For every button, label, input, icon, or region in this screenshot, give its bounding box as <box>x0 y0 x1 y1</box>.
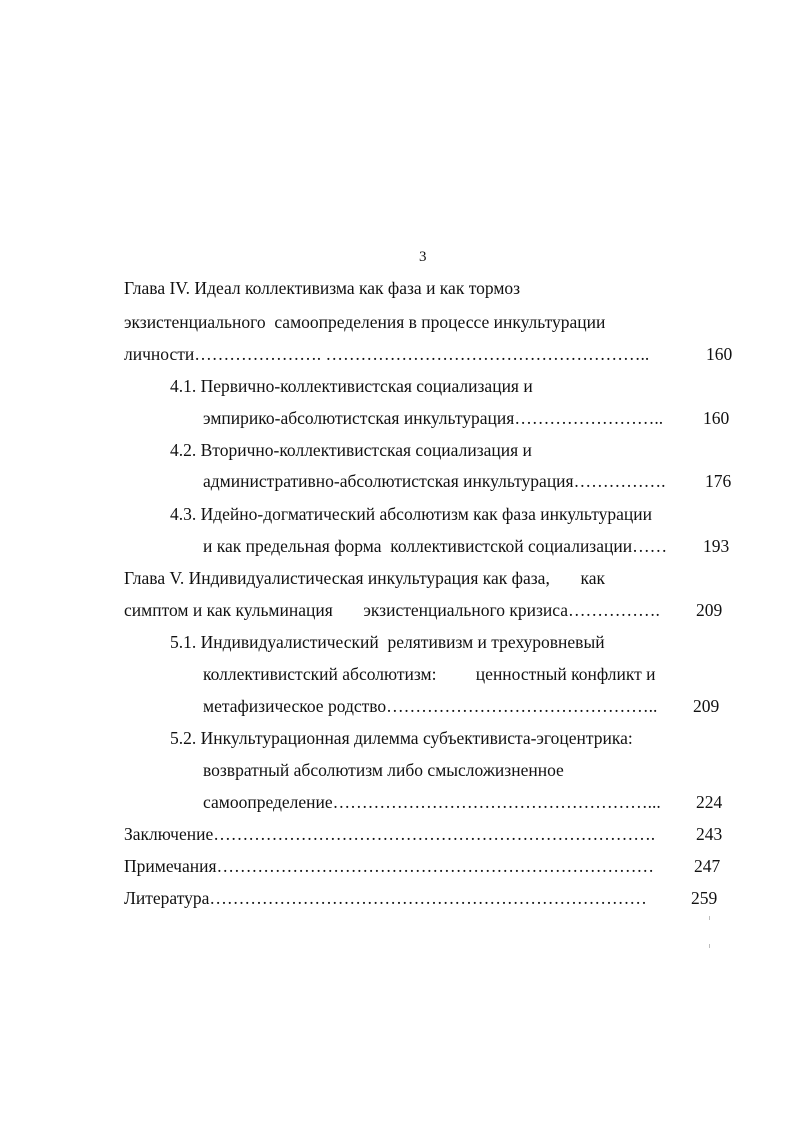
toc-entry-text: 4.3. Идейно-догматический абсолютизм как фаза инкультурации <box>170 504 653 524</box>
toc-entry-text: 5.2. Инкультурационная дилемма субъективиста-эгоцентрика: <box>170 728 633 748</box>
toc-entry-leader: метафизическое родство……………………………………….. <box>203 696 658 716</box>
toc-page-number: 209 <box>696 600 723 620</box>
toc-page-number: 247 <box>694 856 721 876</box>
toc-entry-text: 4.2. Вторично-коллективистская социализация и <box>170 440 532 460</box>
toc-entry-leader: Примечания………………………………………………………………… <box>124 856 655 876</box>
scan-speck <box>709 916 710 920</box>
toc-entry-text: Глава IV. Идеал коллективизма как фаза и как тормоз <box>124 278 521 298</box>
toc-entry-text: 4.1. Первично-коллективистская социализация и <box>170 376 533 396</box>
toc-entry-text: возвратный абсолютизм либо смысложизненное <box>203 760 564 780</box>
toc-entry-text: 5.1. Индивидуалистический релятивизм и трехуровневый <box>170 632 605 652</box>
scan-speck <box>709 944 710 948</box>
toc-entry-leader: личности…………………. ……………………………………………….. <box>124 344 650 364</box>
toc-page-number: 224 <box>696 792 723 812</box>
toc-page-number: 259 <box>691 888 718 908</box>
toc-entry-leader: самоопределение………………………………………………... <box>203 792 661 812</box>
toc-page-number: 160 <box>703 408 730 428</box>
toc-entry-leader: административно-абсолютистская инкультурация……………. <box>203 471 666 491</box>
toc-entry-leader: Заключение…………………………………………………………………. <box>124 824 656 844</box>
toc-entry-text: коллективистский абсолютизм: ценностный конфликт и <box>203 664 656 684</box>
toc-page-number: 160 <box>706 344 733 364</box>
toc-entry-leader: симптом и как кульминация экзистенциального кризиса……………. <box>124 600 660 620</box>
page-number: 3 <box>419 249 427 265</box>
toc-page-number: 193 <box>703 536 730 556</box>
toc-entry-text: экзистенциального самоопределения в процессе инкультурации <box>124 312 606 332</box>
toc-entry-leader: эмпирико-абсолютистская инкультурация…………………….. <box>203 408 664 428</box>
toc-entry-leader: и как предельная форма коллективистской социализации…… <box>203 536 668 556</box>
toc-page-number: 243 <box>696 824 723 844</box>
toc-page-number: 209 <box>693 696 720 716</box>
toc-entry-leader: Литература………………………………………………………………… <box>124 888 647 908</box>
toc-entry-text: Глава V. Индивидуалистическая инкультурация как фаза, как <box>124 568 605 588</box>
toc-page-number: 176 <box>705 471 732 491</box>
